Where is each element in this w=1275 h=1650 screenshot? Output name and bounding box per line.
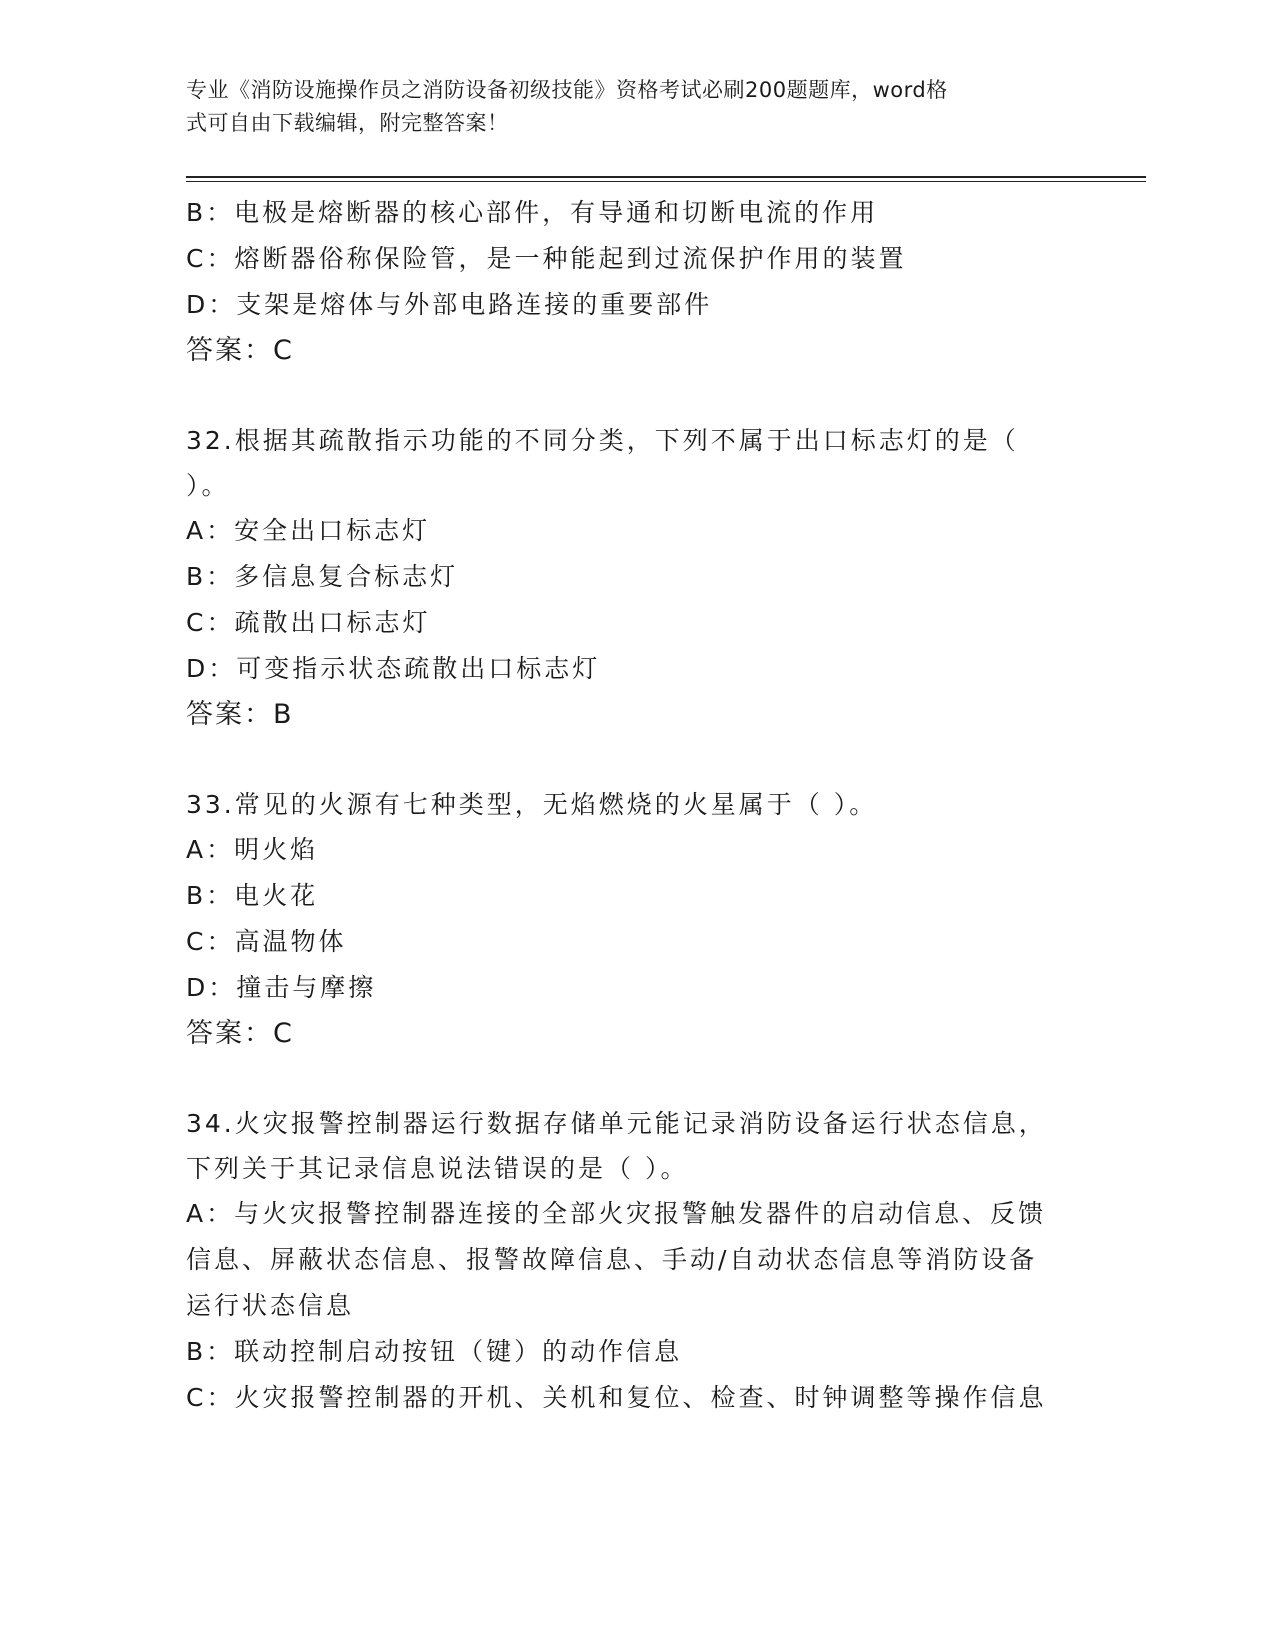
question-stem: 33.常见的火源有七种类型，无焰燃烧的火星属于（ ）。 [186, 790, 878, 819]
document-page [186, 0, 1146, 1421]
header-divider [186, 176, 1146, 182]
question-stem-line-1: 32.根据其疏散指示功能的不同分类，下列不属于出口标志灯的是（ [186, 426, 1019, 455]
header-line-2: 式可自由下载编辑，附完整答案！ [186, 111, 509, 135]
option-a-line-3: 运行状态信息 [186, 1291, 355, 1320]
answer: 答案：C [186, 1018, 294, 1049]
option-a: A：安全出口标志灯 [186, 516, 431, 545]
question-32 [186, 418, 1146, 738]
option-b: B：多信息复合标志灯 [186, 562, 459, 591]
option-d: D：撞击与摩擦 [186, 973, 377, 1002]
option-c: C：熔断器俗称保险管，是一种能起到过流保护作用的装置 [186, 244, 907, 273]
option-a-line-1: A：与火灾报警控制器连接的全部火灾报警触发器件的启动信息、反馈 [186, 1199, 1047, 1228]
question-list [186, 190, 1146, 1421]
option-c: C：火灾报警控制器的开机、关机和复位、检查、时钟调整等操作信息 [186, 1383, 1047, 1412]
option-a-line-2: 信息、屏蔽状态信息、报警故障信息、手动/自动状态信息等消防设备 [186, 1245, 1038, 1274]
question-stem-line-2: ）。 [186, 471, 230, 500]
answer: 答案：B [186, 699, 294, 730]
option-b: B：电极是熔断器的核心部件，有导通和切断电流的作用 [186, 198, 879, 227]
question-34 [186, 1101, 1146, 1421]
question-31 [186, 190, 1146, 374]
option-a: A：明火焰 [186, 835, 319, 864]
question-stem-line-1: 34.火灾报警控制器运行数据存储单元能记录消防设备运行状态信息， [186, 1109, 1047, 1138]
answer: 答案：C [186, 335, 294, 366]
question-stem-line-2: 下列关于其记录信息说法错误的是（ ）。 [186, 1154, 689, 1183]
document-header [186, 74, 1066, 140]
option-c: C：高温物体 [186, 927, 347, 956]
question-33 [186, 782, 1146, 1057]
option-d: D：可变指示状态疏散出口标志灯 [186, 654, 601, 683]
option-b: B：电火花 [186, 881, 319, 910]
option-d: D：支架是熔体与外部电路连接的重要部件 [186, 290, 713, 319]
option-b: B：联动控制启动按钮（键）的动作信息 [186, 1337, 683, 1366]
option-c: C：疏散出口标志灯 [186, 608, 431, 637]
header-line-1: 专业《消防设施操作员之消防设备初级技能》资格考试必刷200题题库，word格 [186, 78, 948, 102]
